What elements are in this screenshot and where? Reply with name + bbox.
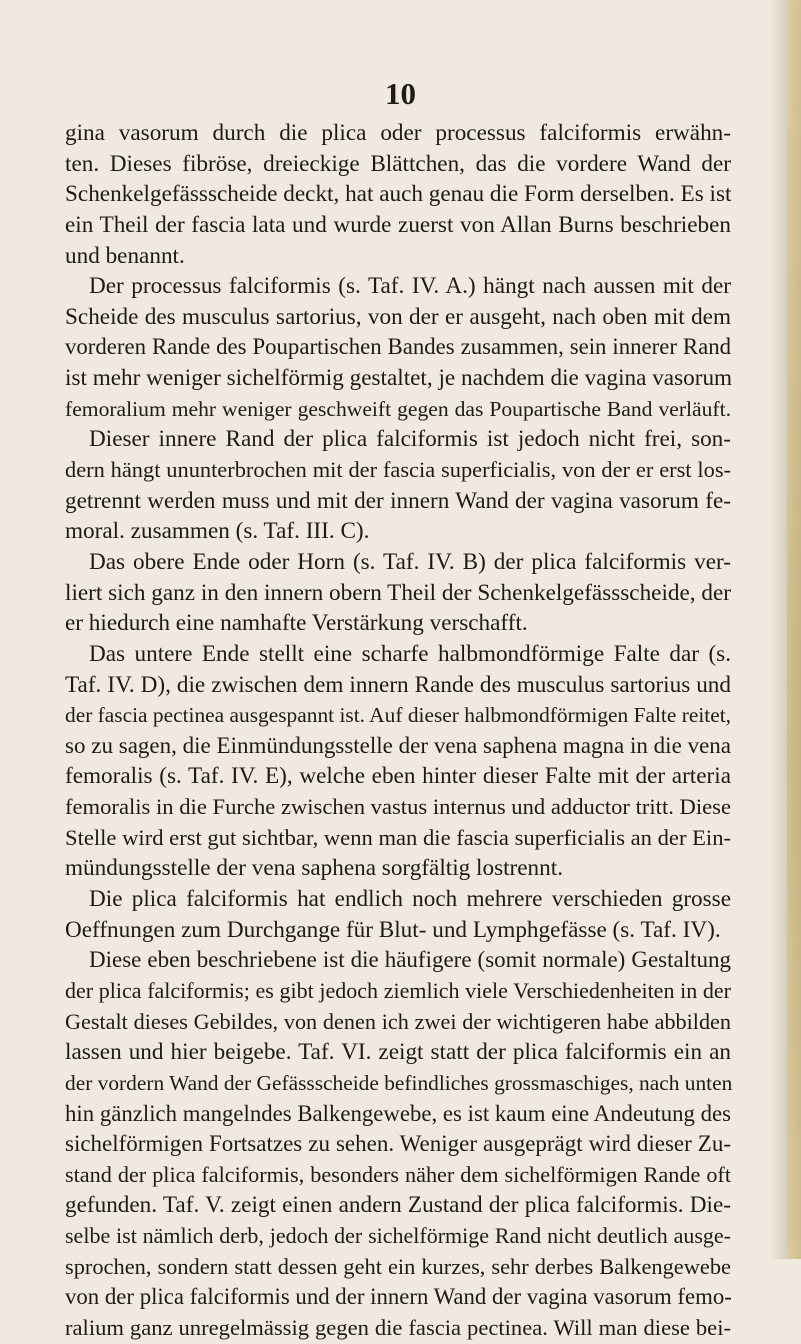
- text-line: femoralium mehr weniger geschweift gegen das Poupartische Band verläuft.: [65, 396, 731, 421]
- page-edge-stain: [787, 0, 801, 1259]
- text-line: gefunden. Taf. V. zeigt einen andern Zustand der plica falciformis. Die-: [65, 1192, 731, 1219]
- text-line: vorderen Rande des Poupartischen Bandes zusammen, sein innerer Rand: [65, 334, 731, 360]
- text-line: stand der plica falciformis, besonders näher dem sichelförmigen Rande oft: [65, 1161, 731, 1187]
- text-line: so zu sagen, die Einmündungsstelle der vena saphena magna in die vena: [65, 732, 731, 758]
- text-line: selbe ist nämlich derb, jedoch der sichelförmige Rand nicht deutlich ausge-: [65, 1223, 731, 1249]
- text-line: Gestalt dieses Gebildes, von denen ich zwei der wichtigeren habe abbilden: [65, 1008, 731, 1034]
- text-line: der plica falciformis; es gibt jedoch ziemlich viele Verschiedenheiten in der: [65, 977, 731, 1003]
- text-line: der fascia pectinea ausgespannt ist. Auf dieser halbmondförmigen Falte reitet,: [65, 703, 731, 728]
- text-line: lassen und hier beigebe. Taf. VI. zeigt statt der plica falciformis ein an: [65, 1039, 731, 1066]
- body-text: [65, 118, 731, 1344]
- text-line: getrennt werden muss und mit der innern Wand der vagina vasorum fe-: [65, 487, 731, 514]
- text-line: mündungsstelle der vena saphena sorgfältig lostrennt.: [65, 855, 563, 882]
- text-line: Diese eben beschriebene ist die häufigere (somit normale) Gestaltung: [89, 947, 731, 973]
- text-line: sichelförmigen Fortsatzes zu sehen. Weniger ausgeprägt wird dieser Zu-: [65, 1131, 731, 1157]
- page-number: 10: [385, 76, 416, 111]
- text-line: sprochen, sondern statt dessen geht ein kurzes, sehr derbes Balkengewebe: [65, 1253, 731, 1279]
- text-line: moral. zusammen (s. Taf. III. C).: [65, 518, 370, 545]
- text-line: Das obere Ende oder Horn (s. Taf. IV. B) der plica falciformis ver-: [89, 548, 731, 575]
- text-line: Oeffnungen zum Durchgange für Blut- und Lymphgefässe (s. Taf. IV).: [65, 916, 721, 943]
- text-line: Taf. IV. D), die zwischen dem innern Rande des musculus sartorius und: [65, 671, 731, 698]
- text-line: Das untere Ende stellt eine scharfe halbmondförmige Falte dar (s.: [89, 640, 731, 667]
- text-line: der vordern Wand der Gefässscheide befindliches grossmaschiges, nach unten: [65, 1070, 733, 1095]
- text-line: Scheide des musculus sartorius, von der er ausgeht, nach oben mit dem: [65, 303, 731, 330]
- text-line: ist mehr weniger sichelförmig gestaltet, je nachdem die vagina vasorum: [65, 365, 733, 392]
- text-line: Stelle wird erst gut sichtbar, wenn man die fascia superficialis an der Ein-: [65, 824, 732, 850]
- text-line: ein Theil der fascia lata und wurde zuerst von Allan Burns beschrieben: [65, 211, 731, 238]
- text-line: er hiedurch eine namhafte Verstärkung verschafft.: [65, 610, 528, 637]
- text-line: dern hängt ununterbrochen mit der fascia superficialis, von der er erst los-: [65, 457, 731, 483]
- text-line: Schenkelgefässscheide deckt, hat auch genau die Form derselben. Es ist: [65, 181, 732, 208]
- text-line: Der processus falciformis (s. Taf. IV. A.) hängt nach aussen mit der: [89, 273, 731, 300]
- text-line: gina vasorum durch die plica oder processus falciformis erwähn-: [65, 120, 731, 146]
- text-line: ralium ganz unregelmässig gegen die fascia pectinea. Will man diese bei-: [65, 1314, 731, 1340]
- text-line: Die plica falciformis hat endlich noch mehrere verschieden grosse: [89, 886, 731, 913]
- text-line: femoralis in die Furche zwischen vastus internus und adductor tritt. Diese: [65, 794, 731, 820]
- text-line: und benannt.: [65, 242, 185, 269]
- text-line: hin gänzlich mangelndes Balkengewebe, es ist kaum eine Andeutung des: [65, 1100, 731, 1126]
- text-line: liert sich ganz in den innern obern Theil der Schenkelgefässscheide, der: [65, 579, 731, 606]
- text-line: femoralis (s. Taf. IV. E), welche eben hinter dieser Falte mit der arteria: [65, 763, 731, 790]
- text-line: ten. Dieses fibröse, dreieckige Blättchen, das die vordere Wand der: [65, 150, 731, 177]
- text-line: von der plica falciformis und der innern Wand der vagina vasorum femo-: [65, 1284, 732, 1310]
- text-line: Dieser innere Rand der plica falciformis ist jedoch nicht frei, son-: [89, 426, 731, 453]
